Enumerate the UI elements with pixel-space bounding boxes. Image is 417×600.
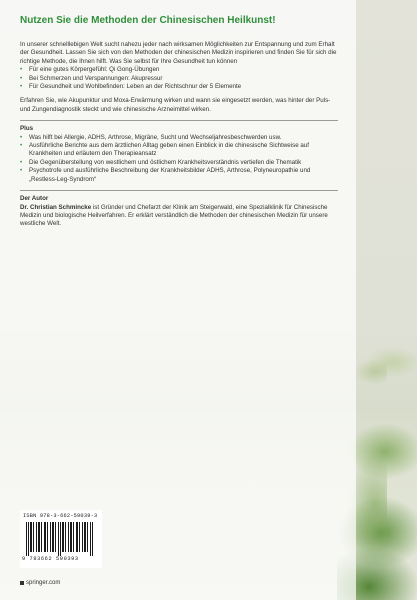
intro-list <box>20 66 338 91</box>
plus-heading: Plus <box>20 125 34 133</box>
closing-paragraph: Erfahren Sie, wie Akupunktur und Moxa-Erwärmung wirken und wann sie eingesetzt werden, was hinter der Puls- und Zungendiagnostik steckt und wie chinesische Arzneimittel wirken. <box>20 97 331 113</box>
plus-list-item: • Was hilft bei Allergie, ADHS, Arthrose, Migräne, Sucht und Wechseljahresbeschwerden usw. <box>20 134 338 142</box>
author-bio: ist Gründer und Chefarzt der Klinik am Steigerwald, eine Spezialklinik für Chinesische Medizin und biologische Heilverfahren. Er erklärt verständlich die Methoden der chinesischen Medizin für unsere westliche Welt. <box>20 203 328 228</box>
barcode-icon <box>26 522 96 556</box>
barcode-digits: 9 783662 590393 <box>22 556 79 562</box>
divider <box>20 120 338 121</box>
plus-list-item: • Ausführliche Berichte aus dem ärztlichen Alltag geben einen Einblick in die chinesische Sichtweise auf Krankheiten und erläutern den Therapieansatz <box>20 142 338 159</box>
intro-list-item: • Bei Schmerzen und Verspannungen: Akupressur <box>20 75 338 83</box>
author-name: Dr. Christian Schmincke <box>20 203 92 211</box>
intro-list-item: • Für Gesundheit und Wohlbefinden: Leben an der Richtschnur der 5 Elemente <box>20 83 338 91</box>
intro-list-item: • Für eine gutes Körpergefühl: Qi Gong-Übungen <box>20 66 338 74</box>
plus-list <box>20 134 338 184</box>
publisher-url <box>20 580 60 586</box>
author-heading: Der Autor <box>20 195 49 203</box>
springer-logo-icon <box>20 581 24 585</box>
headline: Nutzen Sie die Methoden der Chinesischen Heilkunst! <box>20 15 276 26</box>
intro-paragraph: In unserer schnelllebigen Welt sucht nahezu jeder nach wirksamen Möglichkeiten zur Entspannung und zum Erhalt der Gesundheit. Lassen Sie sich von den Methoden der chinesischen Medizin inspirieren und finden Sie für sich die richtige Methode, die Ihnen hilft. Was Sie selbst für Ihre Gesundheit tun können <box>20 41 337 65</box>
back-cover-text <box>20 14 338 229</box>
author-paragraph <box>20 204 338 229</box>
publisher-url-text: springer.com <box>26 580 61 586</box>
isbn-text: ISBN 978-3-662-59039-3 <box>23 513 98 519</box>
divider <box>20 190 338 191</box>
barcode-block <box>20 510 102 568</box>
plus-list-item: • Die Gegenüberstellung von westlichem und östlichem Krankheitsverständnis vertiefen die Thematik <box>20 159 338 167</box>
plus-list-item: • Psychotrofe und ausführliche Beschreibung der Krankheitsbilder ADHS, Arthrose, Polyneuropathie und „Restless-Leg-Syndrom“ <box>20 167 338 184</box>
